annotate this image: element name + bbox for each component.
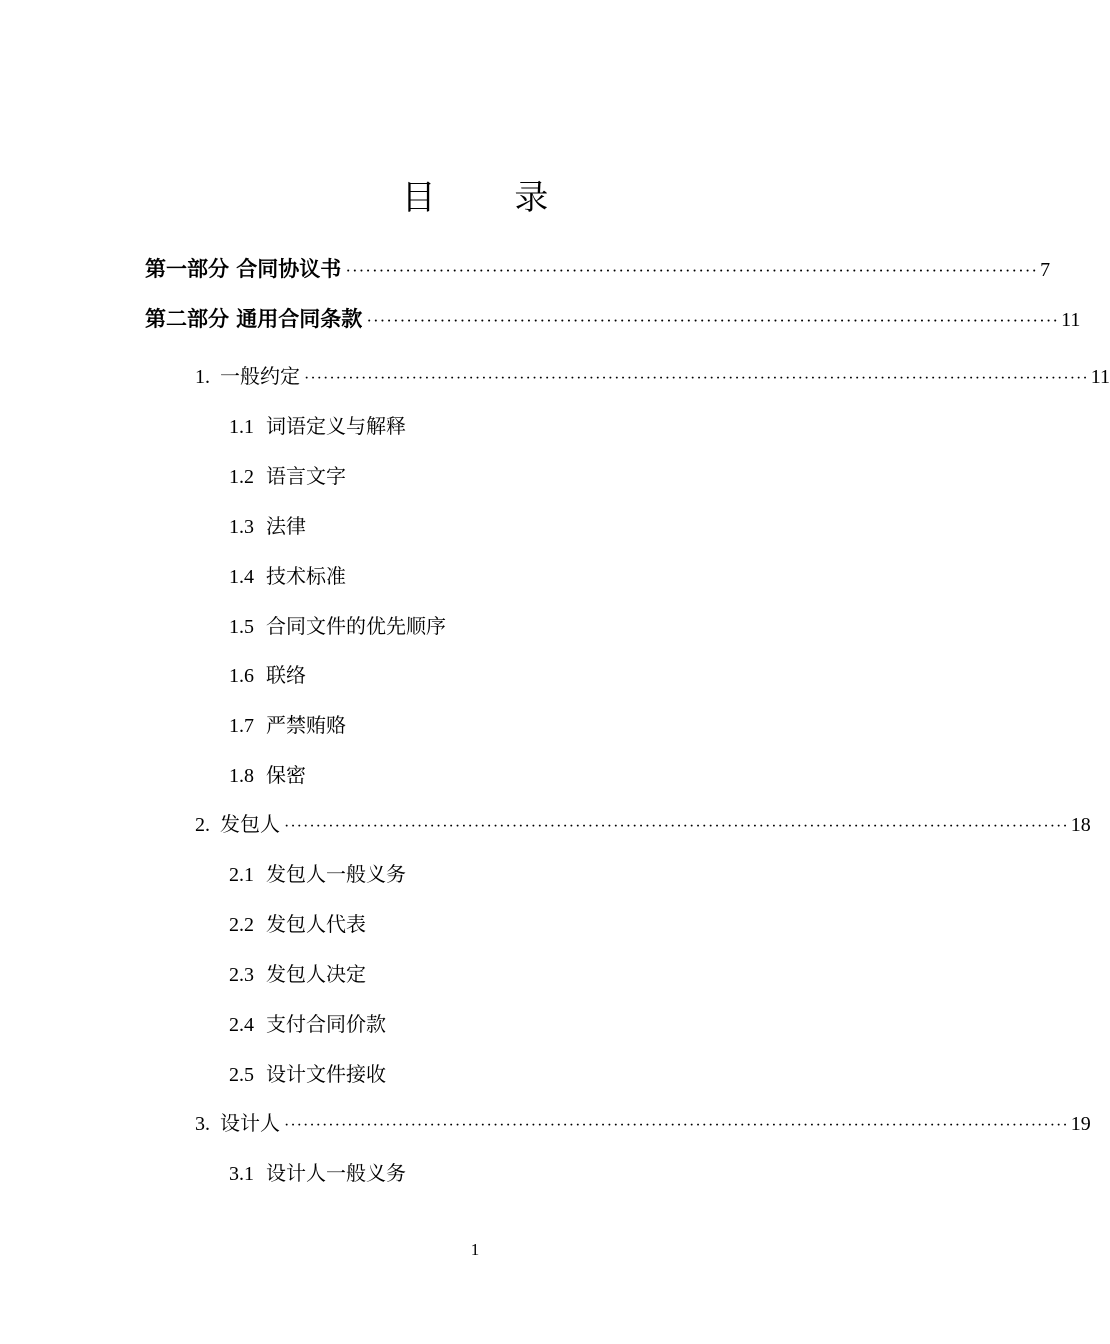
toc-entry-label: 法律 [266,514,306,538]
toc-entry-number: 3.1 [229,1163,254,1185]
toc-page-number: 7 [1040,259,1051,281]
toc-entry-label: 第二部分 通用合同条款 [145,307,363,331]
toc-entry-1-3[interactable] [229,510,306,539]
toc-page-number: 19 [1070,1113,1091,1135]
toc-entry-number: 1.5 [229,616,254,638]
toc-entry-number: 1.8 [229,765,254,787]
toc-entry-label: 严禁贿赂 [266,713,346,737]
toc-entry-number: 1.4 [229,566,254,588]
toc-entry-number: 1.6 [229,665,254,687]
toc-entry-2-1[interactable] [229,858,406,887]
toc-entry-label: 发包人一般义务 [266,862,406,886]
toc-leader: ···························································································································· [284,818,1069,835]
toc-entry-label: 发包人决定 [266,962,366,986]
toc-entry-label: 语言文字 [266,464,346,488]
toc-entry-number: 1.7 [229,715,254,737]
toc-entry-number: 1.2 [229,466,254,488]
toc-entry-label: 发包人 [220,812,280,836]
toc-entry-label: 技术标准 [266,564,346,588]
toc-entry-1-6[interactable] [229,659,306,688]
toc-page-number: 11 [1090,366,1110,388]
toc-entry-label: 一般约定 [220,364,300,388]
toc-entry-section-3[interactable] [195,1107,1091,1136]
toc-entry-number: 1. [195,366,210,388]
toc-leader: ········································································································ [366,311,1060,330]
toc-entry-1-4[interactable] [229,560,346,589]
toc-entry-1-8[interactable] [229,759,306,788]
toc-entry-number: 2.2 [229,914,254,936]
toc-entry-2-2[interactable] [229,908,366,937]
toc-page-number: 11 [1061,309,1081,331]
toc-entry-number: 2.5 [229,1064,254,1086]
toc-entry-label: 发包人代表 [266,912,366,936]
toc-entry-number: 1.1 [229,416,254,438]
page-number: 1 [470,1240,480,1259]
toc-entry-label: 合同文件的优先顺序 [266,614,446,638]
toc-leader: ···························································································································· [304,370,1089,387]
toc-entry-label: 设计文件接收 [266,1062,386,1086]
toc-page-number: 18 [1070,814,1091,836]
toc-entry-number: 2.1 [229,864,254,886]
toc-leader: ········································································································ [345,261,1039,280]
toc-entry-part2[interactable] [145,303,1081,333]
toc-entry-label: 词语定义与解释 [266,414,406,438]
toc-entry-number: 2. [195,814,210,836]
toc-entry-label: 保密 [266,763,306,787]
toc-entry-section-2[interactable] [195,808,1091,837]
toc-entry-1-2[interactable] [229,460,346,489]
toc-entry-1-5[interactable] [229,610,446,639]
toc-entry-number: 2.4 [229,1014,254,1036]
toc-entry-label: 设计人 [220,1111,280,1135]
toc-entry-label: 第一部分 合同协议书 [145,257,342,281]
toc-entry-number: 3. [195,1113,210,1135]
toc-title: 目 录 [401,178,583,218]
toc-entry-label: 联络 [266,663,306,687]
toc-entry-label: 支付合同价款 [266,1012,386,1036]
toc-entry-label: 设计人一般义务 [266,1161,406,1185]
toc-entry-2-3[interactable] [229,958,366,987]
toc-entry-2-5[interactable] [229,1058,386,1087]
toc-entry-3-1[interactable] [229,1157,406,1186]
toc-entry-1-7[interactable] [229,709,346,738]
toc-entry-1-1[interactable] [229,410,406,439]
toc-entry-2-4[interactable] [229,1008,386,1037]
toc-entry-section-1[interactable] [195,360,1110,389]
toc-entry-number: 1.3 [229,516,254,538]
toc-leader: ···························································································································· [284,1117,1069,1134]
toc-entry-part1[interactable] [145,253,1051,283]
toc-entry-number: 2.3 [229,964,254,986]
